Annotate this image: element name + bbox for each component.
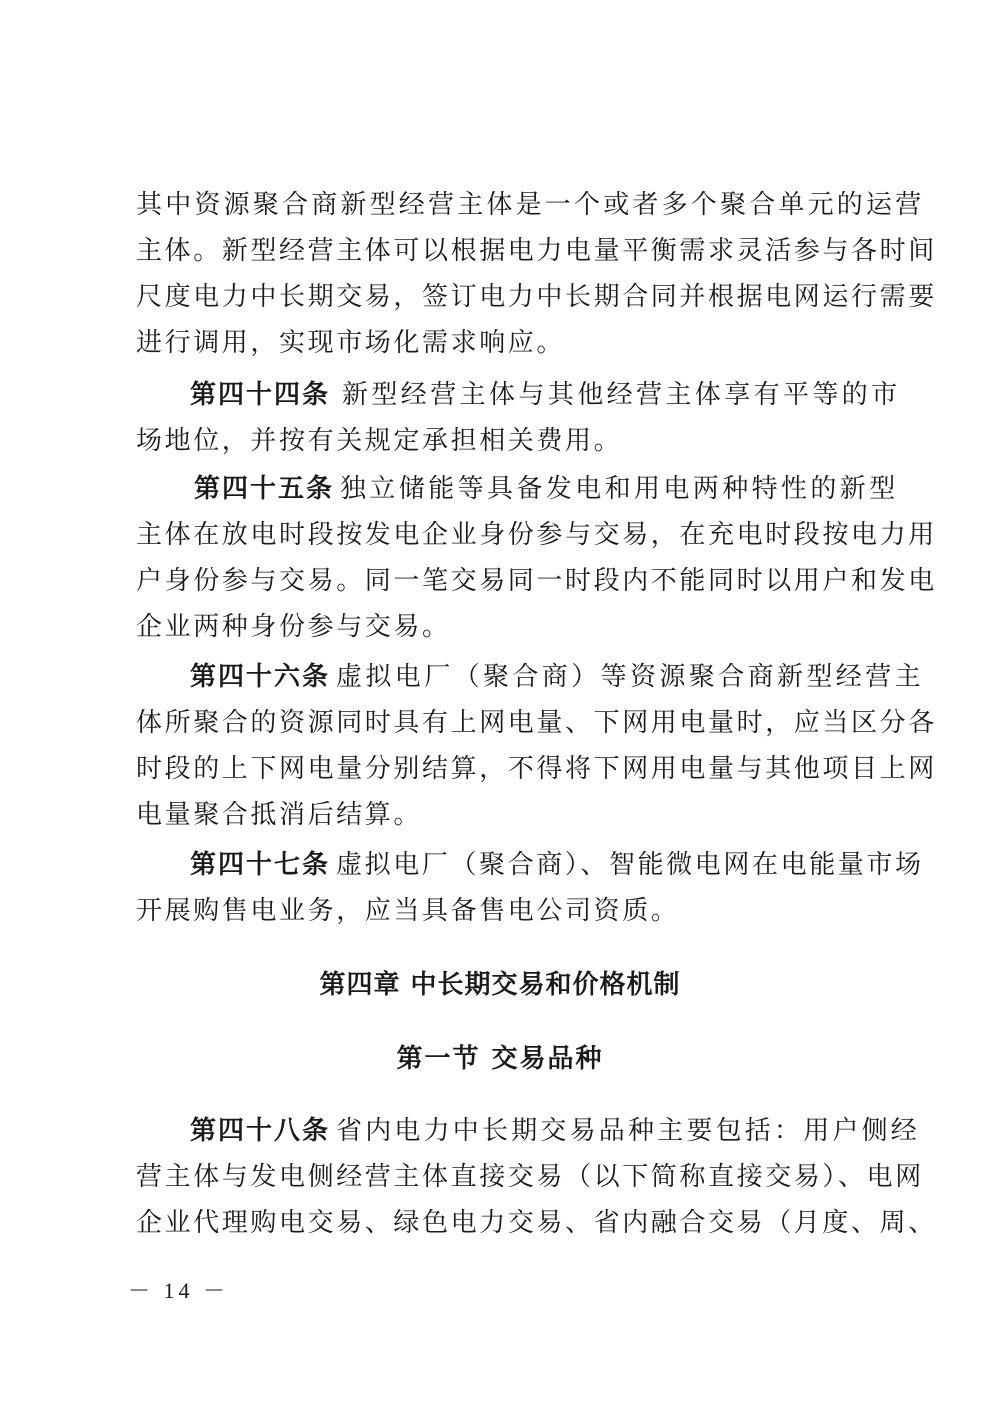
text-line: 场地位，并按有关规定承担相关费用。 bbox=[136, 426, 623, 456]
paragraph-line bbox=[0, 418, 1000, 464]
text-line: 新型经营主体与其他经营主体享有平等的市 bbox=[342, 380, 901, 410]
text-line: 虚拟电厂（聚合商）等资源聚合商新型经营主 bbox=[336, 662, 925, 692]
text-line: 进行调用，实现市场化需求响应。 bbox=[136, 328, 566, 358]
text-line: 主体。新型经营主体可以根据电力电量平衡需求灵活参与各时间 bbox=[136, 236, 937, 266]
text-line: 独立储能等具备发电和用电两种特性的新型 bbox=[340, 474, 899, 504]
paragraph-line bbox=[0, 558, 1000, 604]
chapter-heading: 第四章 中长期交易和价格机制 bbox=[319, 970, 681, 1000]
paragraph-line bbox=[0, 228, 1000, 274]
paragraph-line bbox=[0, 1200, 1000, 1246]
text-line: 开展购售电业务，应当具备售电公司资质。 bbox=[136, 896, 680, 926]
text-line: 体所聚合的资源同时具有上网电量、下网用电量时，应当区分各 bbox=[136, 708, 937, 738]
paragraph-line bbox=[0, 792, 1000, 838]
paragraph-line bbox=[0, 274, 1000, 320]
article-44 bbox=[0, 372, 1000, 418]
text-line: 其中资源聚合商新型经营主体是一个或者多个聚合单元的运营 bbox=[136, 190, 925, 220]
text-line: 虚拟电厂（聚合商）、智能微电网在电能量市场 bbox=[336, 850, 924, 880]
text-line: 尺度电力中长期交易，签订电力中长期合同并根据电网运行需要 bbox=[136, 282, 937, 312]
paragraph-line bbox=[0, 604, 1000, 650]
paragraph-line bbox=[0, 182, 1000, 228]
paragraph-line bbox=[0, 746, 1000, 792]
article-title: 第四十八条 bbox=[190, 1116, 331, 1146]
text-line: 企业代理购电交易、绿色电力交易、省内融合交易（月度、周、 bbox=[136, 1208, 937, 1238]
article-title: 第四十四条 bbox=[190, 380, 331, 410]
article-45 bbox=[0, 466, 1000, 512]
paragraph-line bbox=[0, 888, 1000, 934]
section-heading: 第一节 交易品种 bbox=[396, 1044, 604, 1074]
text-line: 户身份参与交易。同一笔交易同一时段内不能同时以用户和发电 bbox=[136, 566, 937, 596]
text-line: 主体在放电时段按发电企业身份参与交易，在充电时段按电力用 bbox=[136, 520, 937, 550]
article-48 bbox=[0, 1108, 1000, 1154]
text-line: 时段的上下网电量分别结算，不得将下网用电量与其他项目上网 bbox=[136, 754, 937, 784]
paragraph-line bbox=[0, 512, 1000, 558]
article-title: 第四十七条 bbox=[190, 850, 331, 880]
text-line: 企业两种身份参与交易。 bbox=[136, 612, 451, 642]
paragraph-line bbox=[0, 320, 1000, 366]
article-title: 第四十六条 bbox=[190, 662, 331, 692]
page-number: － 14 － bbox=[128, 1278, 230, 1303]
text-line: 电量聚合抵消后结算。 bbox=[136, 800, 423, 830]
article-46 bbox=[0, 654, 1000, 700]
paragraph-line bbox=[0, 1154, 1000, 1200]
paragraph-line bbox=[0, 700, 1000, 746]
text-line: 营主体与发电侧经营主体直接交易（以下简称直接交易）、电网 bbox=[136, 1162, 924, 1192]
article-47 bbox=[0, 842, 1000, 888]
text-line: 省内电力中长期交易品种主要包括：用户侧经 bbox=[336, 1116, 921, 1146]
article-title: 第四十五条 bbox=[194, 474, 335, 504]
